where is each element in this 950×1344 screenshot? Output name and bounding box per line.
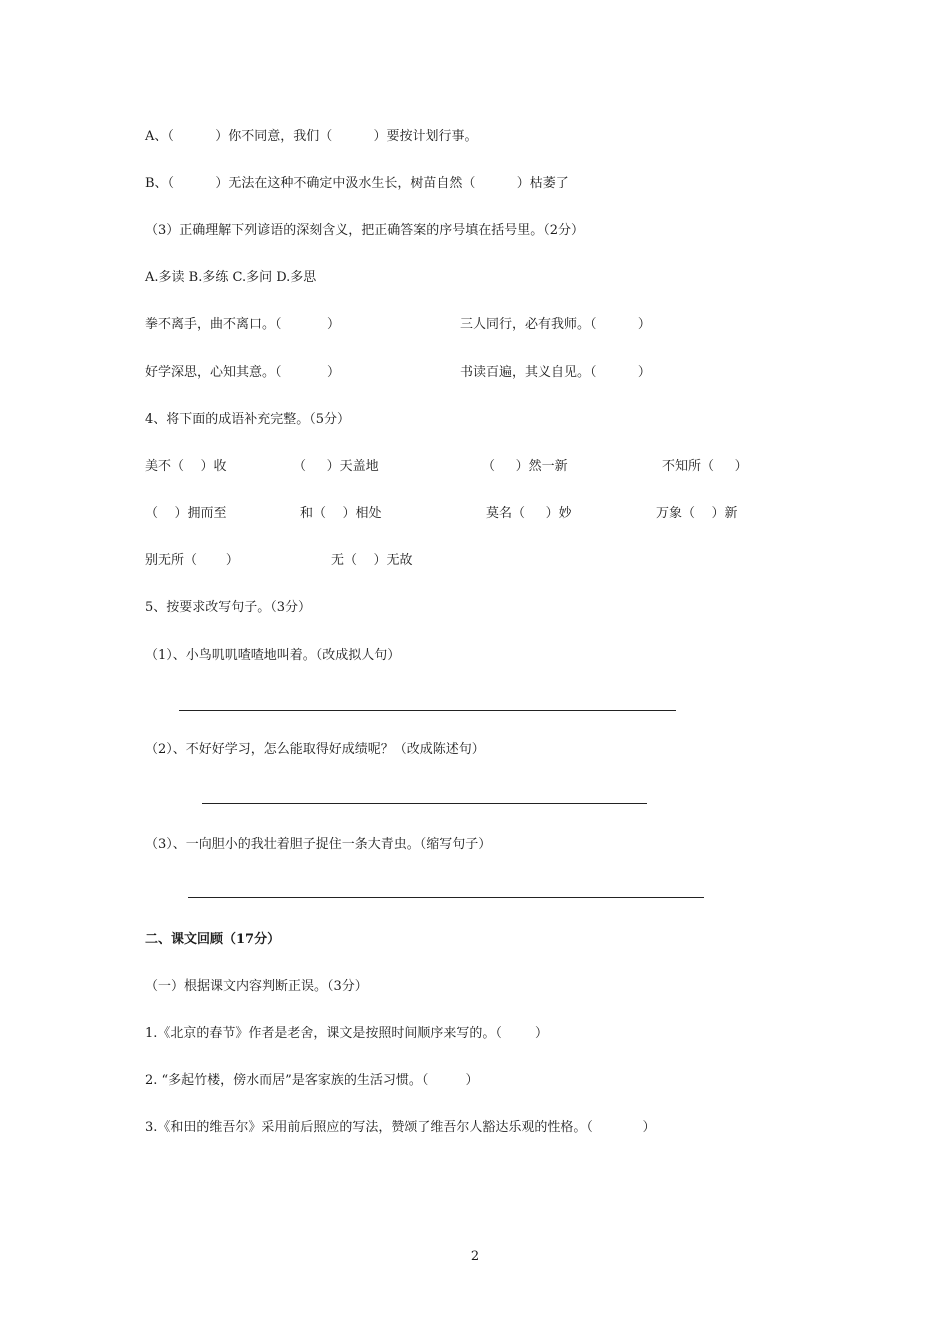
q4-idiom: 美不（ ）收: [145, 459, 227, 474]
q3-row1-left: 拳不离手，曲不离口。（ ）: [145, 317, 340, 332]
q4-idiom: （ ）天盖地: [293, 459, 379, 474]
answer-line-2: [202, 803, 647, 804]
q4-idiom: （ ）然一新: [482, 459, 568, 474]
q3-prompt: （3）正确理解下列谚语的深刻含义，把正确答案的序号填在括号里。（2分）: [145, 223, 585, 238]
q4-idiom: 和（ ）相处: [300, 506, 382, 521]
q4-idiom: 万象（ ）新: [656, 506, 738, 521]
q2-pair-b: B、（ ）无法在这种不确定中汲水生长，树苗自然（ ）枯萎了: [145, 176, 569, 191]
answer-line-3: [188, 897, 704, 898]
judge-item-1: 1.《北京的春节》作者是老舍，课文是按照时间顺序来写的。（ ）: [145, 1026, 548, 1041]
section-heading: 二、课文回顾（17分）: [145, 932, 281, 947]
section-subheading: （一）根据课文内容判断正误。（3分）: [145, 979, 368, 994]
q3-row1-right: 三人同行，必有我师。（ ）: [460, 317, 651, 332]
q4-idiom: 无（ ）无故: [331, 553, 413, 568]
judge-item-3: 3.《和田的维吾尔》采用前后照应的写法，赞颂了维吾尔人豁达乐观的性格。（ ）: [145, 1120, 656, 1135]
q5-sentence-1: （1）、小鸟叽叽喳喳地叫着。（改成拟人句）: [145, 648, 401, 663]
judge-item-2: 2. “多起竹楼，傍水而居”是客家族的生活习惯。（ ）: [145, 1073, 479, 1088]
q3-row2-left: 好学深思，心知其意。（ ）: [145, 365, 340, 380]
q5-sentence-2: （2）、不好好学习，怎么能取得好成绩呢？（改成陈述句）: [145, 742, 485, 757]
page-number: 2: [470, 1249, 480, 1264]
q3-row2-right: 书读百遍，其义自见。（ ）: [460, 365, 651, 380]
q5-sentence-3: （3）、一向胆小的我壮着胆子捉住一条大青虫。（缩写句子）: [145, 837, 492, 852]
q3-options: A.多读 B.多练 C.多问 D.多思: [145, 270, 317, 285]
q4-title: 4、将下面的成语补充完整。（5分）: [145, 412, 351, 427]
q5-title: 5、按要求改写句子。（3分）: [145, 600, 312, 615]
q4-idiom: （ ）拥而至: [145, 506, 227, 521]
q4-idiom: 不知所（ ）: [662, 459, 748, 474]
q4-idiom: 别无所（ ）: [145, 553, 239, 568]
q4-idiom: 莫名（ ）妙: [486, 506, 572, 521]
answer-line-1: [179, 710, 676, 711]
q2-pair-a: A、（ ）你不同意，我们（ ）要按计划行事。: [145, 129, 478, 144]
